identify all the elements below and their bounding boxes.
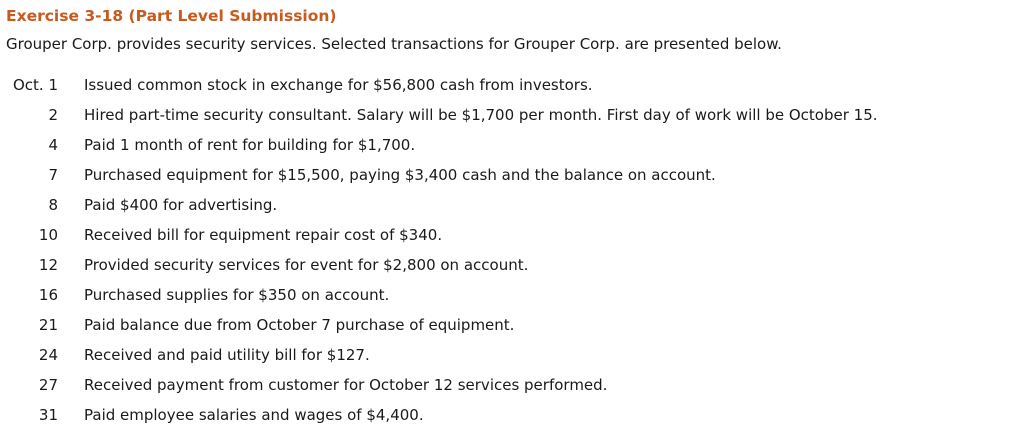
transaction-date: 4 bbox=[48, 136, 58, 154]
transaction-description: Received bill for equipment repair cost of $340. bbox=[84, 226, 443, 244]
transaction-date: 21 bbox=[38, 316, 58, 334]
transaction-date: 8 bbox=[48, 196, 58, 214]
transaction-description: Purchased equipment for $15,500, paying $3,400 cash and the balance on account. bbox=[84, 166, 716, 184]
transaction-description: Purchased supplies for $350 on account. bbox=[84, 286, 390, 304]
transaction-row bbox=[0, 316, 1024, 346]
transaction-description: Received payment from customer for October 12 services performed. bbox=[84, 376, 608, 394]
transaction-row bbox=[0, 346, 1024, 376]
transaction-description: Paid $400 for advertising. bbox=[84, 196, 278, 214]
transaction-row bbox=[0, 406, 1024, 436]
transaction-description: Received and paid utility bill for $127. bbox=[84, 346, 370, 364]
transaction-date: 16 bbox=[38, 286, 58, 304]
transaction-row bbox=[0, 76, 1024, 106]
transaction-date: 27 bbox=[38, 376, 58, 394]
exercise-title: Exercise 3-18 (Part Level Submission) bbox=[6, 7, 337, 25]
transaction-description: Hired part-time security consultant. Salary will be $1,700 per month. First day of work will be October 15. bbox=[84, 106, 878, 124]
transaction-date: Oct. 1 bbox=[12, 76, 58, 94]
transaction-description: Provided security services for event for $2,800 on account. bbox=[84, 256, 529, 274]
transaction-row bbox=[0, 196, 1024, 226]
transaction-description: Paid employee salaries and wages of $4,400. bbox=[84, 406, 424, 424]
transaction-row bbox=[0, 256, 1024, 286]
transaction-description: Paid 1 month of rent for building for $1,700. bbox=[84, 136, 416, 154]
transaction-row bbox=[0, 106, 1024, 136]
transaction-date: 31 bbox=[38, 406, 58, 424]
transaction-row bbox=[0, 286, 1024, 316]
transaction-date: 12 bbox=[38, 256, 58, 274]
transaction-row bbox=[0, 376, 1024, 406]
transaction-date: 10 bbox=[38, 226, 58, 244]
exercise-intro: Grouper Corp. provides security services. Selected transactions for Grouper Corp. are presented below. bbox=[6, 35, 782, 53]
transaction-date: 2 bbox=[48, 106, 58, 124]
transaction-date: 24 bbox=[38, 346, 58, 364]
transaction-description: Paid balance due from October 7 purchase of equipment. bbox=[84, 316, 515, 334]
transaction-description: Issued common stock in exchange for $56,800 cash from investors. bbox=[84, 76, 593, 94]
transaction-row bbox=[0, 166, 1024, 196]
transaction-row bbox=[0, 226, 1024, 256]
transaction-date: 7 bbox=[48, 166, 58, 184]
transaction-row bbox=[0, 136, 1024, 166]
transaction-list bbox=[0, 76, 1024, 436]
